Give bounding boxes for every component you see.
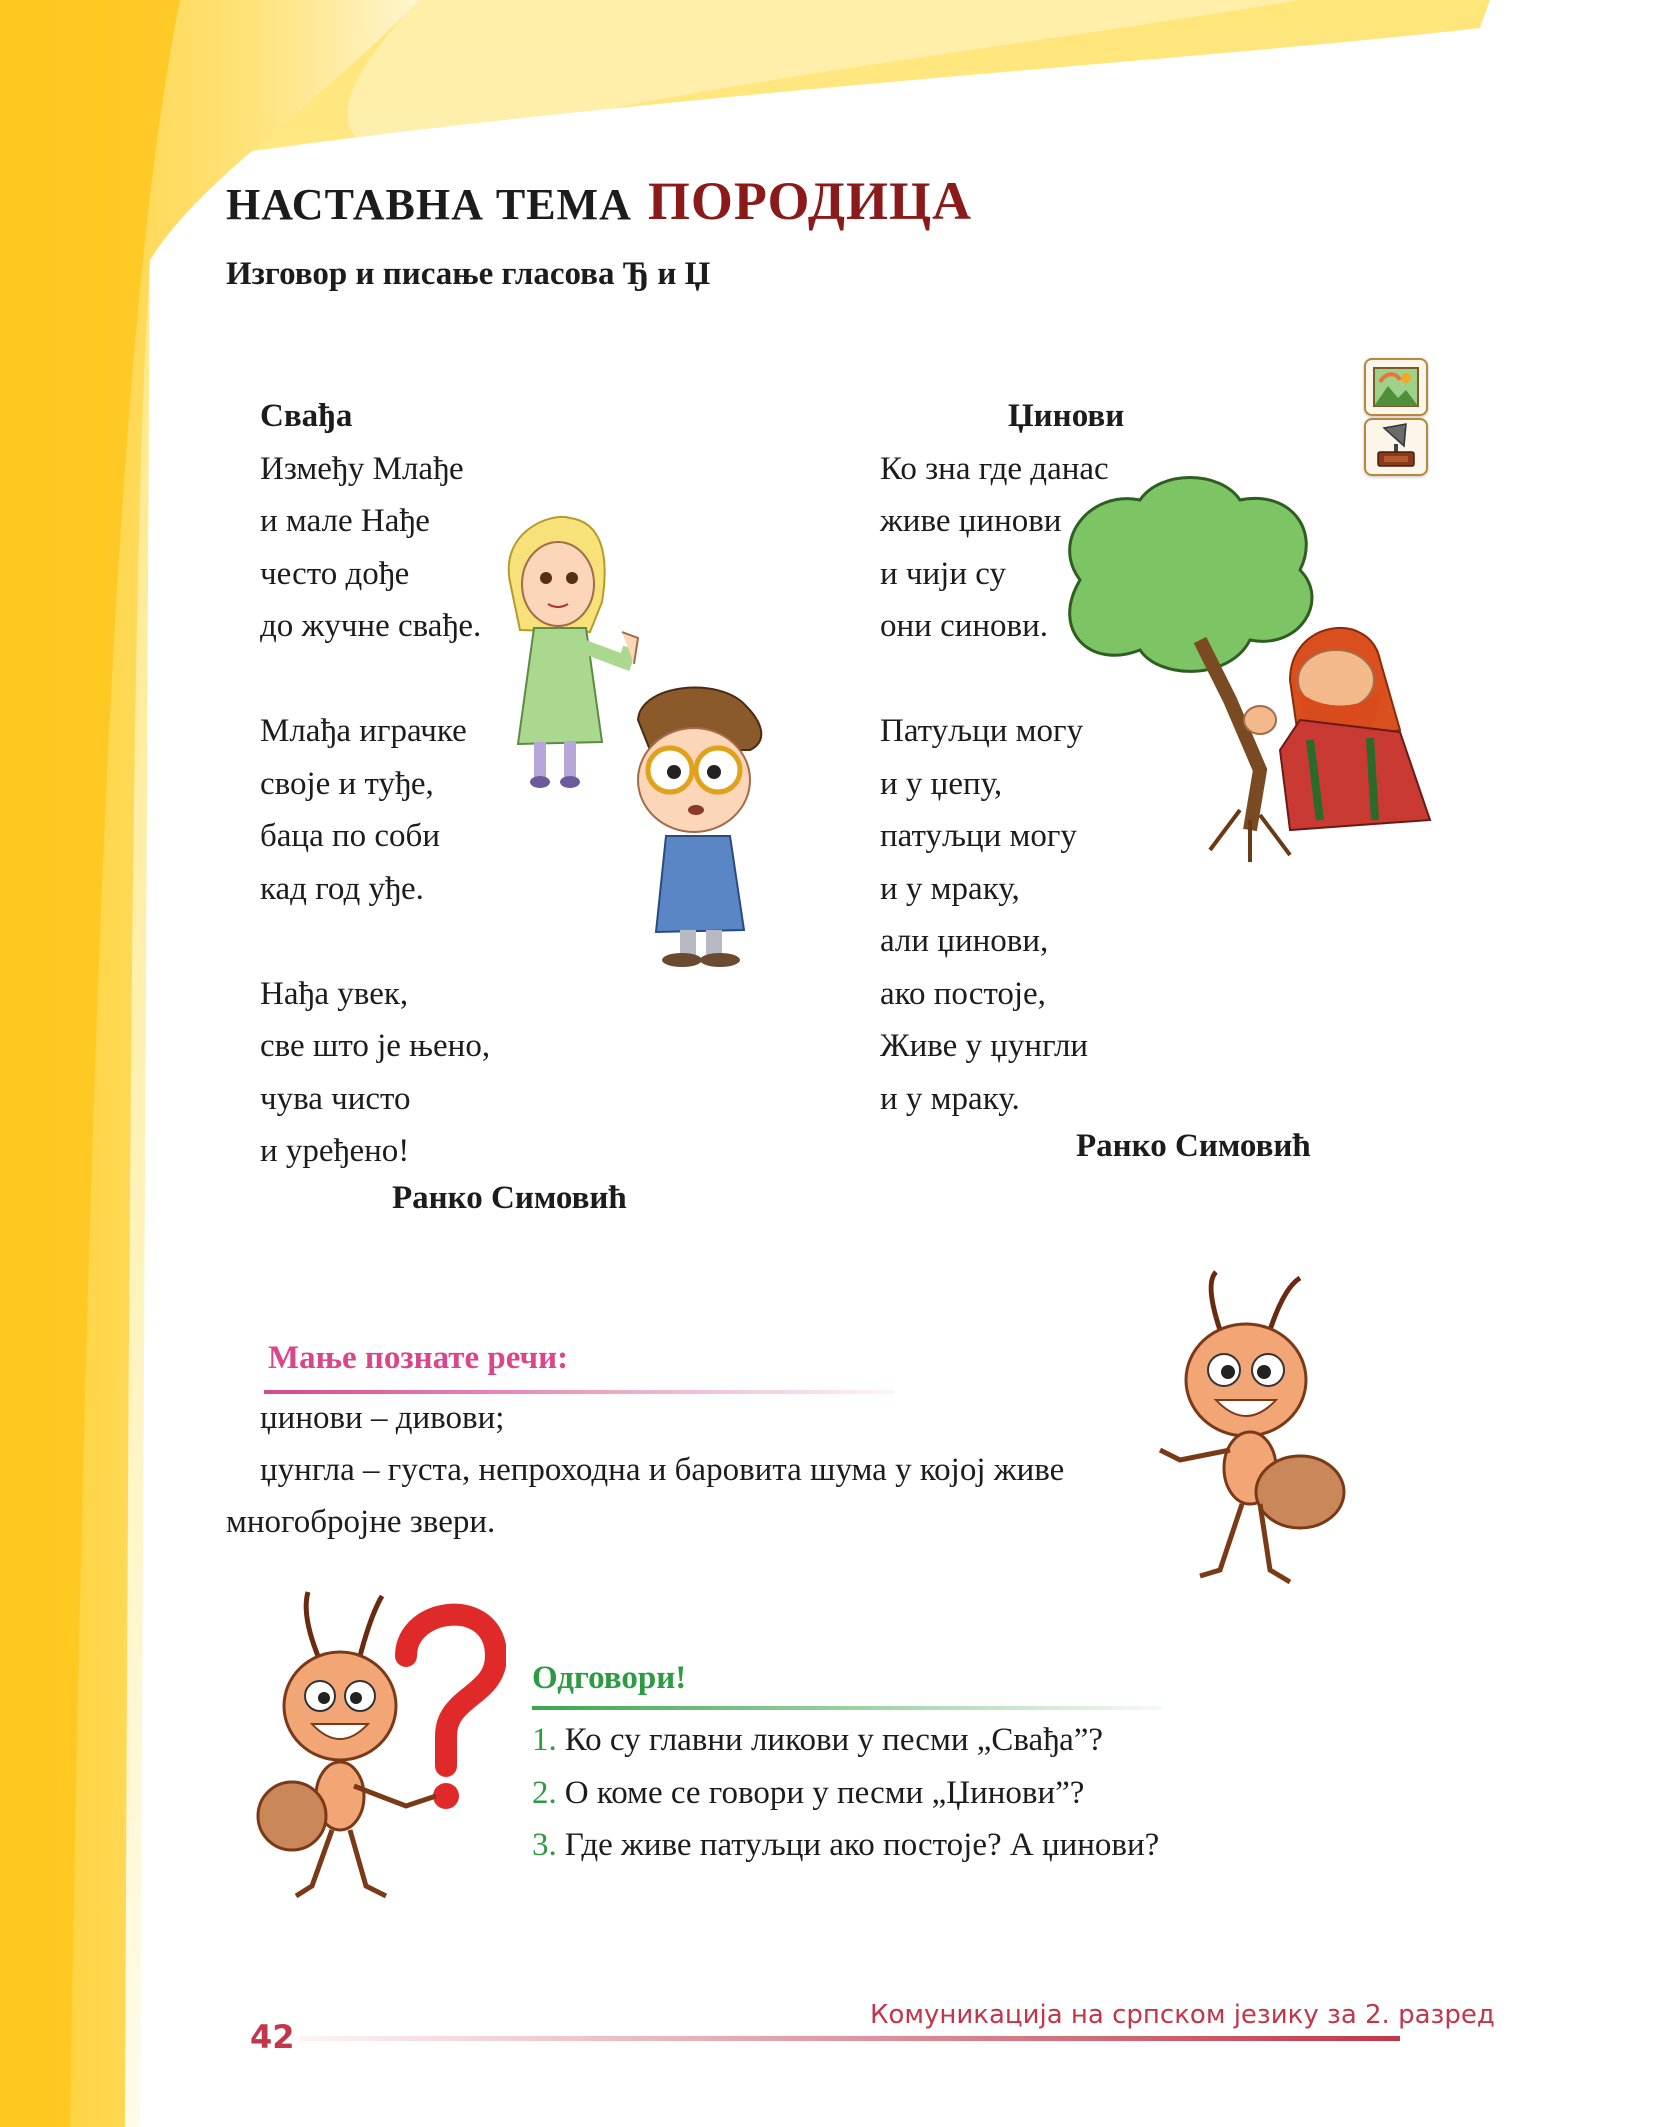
poem-svadja (260, 390, 490, 1178)
vocabulary-entry: џинови – дивови; (260, 1400, 505, 1436)
answer-underline (532, 1706, 1162, 1710)
poem-line: и чији су (880, 555, 1006, 592)
vocabulary-entry-continued: многобројне звери. (226, 1504, 496, 1540)
poem-line: Млађа играчке (260, 713, 467, 749)
poem-title: Свађа (260, 398, 353, 434)
question-item (532, 1714, 1159, 1767)
poem-line: кад год уђе. (260, 870, 424, 907)
footer-rule (300, 2036, 1400, 2041)
poem-line: све што је њено, (260, 1028, 491, 1064)
answer-title: Одговори! (532, 1660, 687, 1696)
question-number: 3. (532, 1827, 557, 1863)
vocabulary-title: Мање познате речи: (268, 1340, 569, 1376)
poem-line: они синови. (880, 608, 1049, 644)
ant-question-illustration (256, 1586, 506, 1916)
boy-illustration (620, 680, 780, 970)
poem-line: Живе у џунгли (880, 1028, 1089, 1064)
question-item (532, 1767, 1159, 1820)
poem-author: Ранко Симовић (1076, 1128, 1311, 1164)
vocabulary-entry: џунгла – густа, непроходна и баровита шума у којој живе (260, 1452, 1065, 1488)
question-number: 1. (532, 1722, 557, 1758)
poem-line: чува чисто (260, 1080, 411, 1117)
poem-line: и у џепу, (880, 765, 1003, 802)
topic-heading (226, 170, 972, 232)
page-number: 42 (250, 2018, 295, 2056)
question-text: Где живе патуљци ако постоје? А џинови? (564, 1827, 1160, 1863)
poem-line: и уређено! (260, 1133, 410, 1169)
topic-label: НАСТАВНА ТЕМА (226, 180, 632, 229)
poem-line: Ко зна где данас (880, 450, 1109, 487)
poem-line: Нађа увек, (260, 975, 409, 1012)
poem-line: своје и туђе, (260, 765, 434, 802)
poem-line: ако постоје, (880, 975, 1046, 1012)
poem-line: баца по соби (260, 818, 441, 854)
poem-line: и у мраку, (880, 870, 1020, 907)
poem-title: Џинови (1008, 398, 1125, 434)
lesson-subtitle: Изговор и писање гласова Ђ и Џ (226, 256, 711, 292)
question-number: 2. (532, 1774, 557, 1811)
poem-line: патуљци могу (880, 818, 1077, 854)
ant-illustration (1150, 1270, 1350, 1600)
giant-illustration (1050, 470, 1450, 870)
poem-line: често дође (260, 555, 410, 592)
poem-line: и у мраку. (880, 1080, 1020, 1117)
book-title: Комуникација на српском језику за 2. разред (870, 2000, 1495, 2030)
question-text: Ко су главни ликови у песми „Свађа”? (564, 1722, 1104, 1758)
poem-line: живе џинови (880, 503, 1062, 539)
question-list (532, 1714, 1159, 1872)
poem-line: до жучне свађе. (260, 608, 482, 644)
poem-line: Између Млађе (260, 450, 464, 487)
poem-line: Патуљци могу (880, 713, 1084, 749)
picture-icon[interactable] (1364, 358, 1428, 416)
poem-line: и мале Нађе (260, 503, 430, 539)
poem-author: Ранко Симовић (392, 1180, 627, 1216)
question-item (532, 1819, 1159, 1872)
poem-line: али џинови, (880, 923, 1049, 959)
question-text: О коме се говори у песми „Џинови”? (564, 1774, 1085, 1811)
topic-name: ПОРОДИЦА (647, 171, 973, 231)
gramophone-icon[interactable] (1364, 418, 1428, 476)
